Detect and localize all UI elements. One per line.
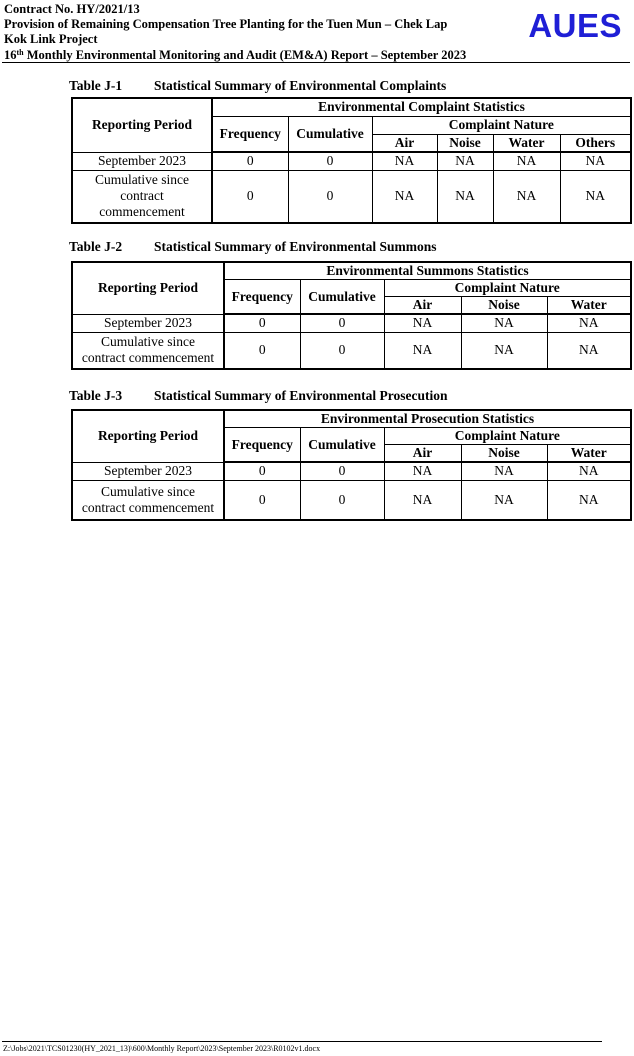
table-j3-nature-header: Complaint Nature bbox=[384, 428, 631, 445]
header-divider bbox=[2, 62, 630, 63]
table-j3-row1-air: NA bbox=[384, 462, 461, 480]
table-j2-col-water: Water bbox=[547, 297, 631, 315]
table-j3-number: Table J-3 bbox=[69, 388, 123, 403]
table-j2-col-air: Air bbox=[384, 297, 461, 315]
table-j3-frequency-header: Frequency bbox=[224, 428, 300, 463]
table-j2-row1-air: NA bbox=[384, 314, 461, 332]
table-j1-row1-frequency: 0 bbox=[212, 152, 288, 170]
table-j1-row1-period: September 2023 bbox=[72, 152, 212, 170]
table-j1-row2-air: NA bbox=[372, 170, 437, 223]
period-line: contract commencement bbox=[81, 350, 215, 366]
footer-divider bbox=[2, 1041, 602, 1042]
table-j2-title: Statistical Summary of Environmental Summons bbox=[154, 239, 437, 254]
table-row bbox=[72, 152, 631, 170]
table-j2-row1-frequency: 0 bbox=[224, 314, 300, 332]
table-j1-col-water: Water bbox=[493, 134, 560, 152]
table-j1-row1-noise: NA bbox=[437, 152, 493, 170]
table-j1-row2-period bbox=[72, 170, 212, 223]
table-j3-caption bbox=[69, 388, 448, 404]
table-row bbox=[72, 332, 631, 369]
table-j2-row1-noise: NA bbox=[461, 314, 547, 332]
table-j1-group-header: Environmental Complaint Statistics bbox=[212, 98, 631, 116]
table-j1-period-header: Reporting Period bbox=[72, 98, 212, 152]
table-j1-row2-water: NA bbox=[493, 170, 560, 223]
footer-file-path: Z:\Jobs\2021\TCS01230(HY_2021_13)\600\Monthly Report\2023\September 2023\R0102v1.docx bbox=[3, 1044, 321, 1053]
table-j3-period-header: Reporting Period bbox=[72, 410, 224, 462]
table-j2-row2-cumulative: 0 bbox=[300, 332, 384, 369]
table-j3-col-noise: Noise bbox=[461, 445, 547, 463]
table-j2-row1-cumulative: 0 bbox=[300, 314, 384, 332]
report-title-text: Monthly Environmental Monitoring and Audit (EM&A) Report – September 2023 bbox=[23, 47, 467, 62]
table-j2-caption bbox=[69, 239, 437, 255]
table-j3-row1-period: September 2023 bbox=[72, 462, 224, 480]
table-j2-group-header: Environmental Summons Statistics bbox=[224, 262, 631, 280]
report-number: 16 bbox=[4, 47, 17, 62]
table-j3-col-air: Air bbox=[384, 445, 461, 463]
table-j1-col-noise: Noise bbox=[437, 134, 493, 152]
table-j3-row2-noise: NA bbox=[461, 480, 547, 520]
table-j2-col-noise: Noise bbox=[461, 297, 547, 315]
table-row bbox=[72, 314, 631, 332]
table-j3-row2-frequency: 0 bbox=[224, 480, 300, 520]
table-j3-col-water: Water bbox=[547, 445, 631, 463]
period-line: contract bbox=[120, 188, 164, 204]
contract-number: Contract No. HY/2021/13 bbox=[4, 2, 140, 16]
table-j2-row2-frequency: 0 bbox=[224, 332, 300, 369]
table-j3-row1-cumulative: 0 bbox=[300, 462, 384, 480]
table-j3-row1-water: NA bbox=[547, 462, 631, 480]
table-j3-cumulative-header: Cumulative bbox=[300, 428, 384, 463]
report-number-suffix: th bbox=[16, 47, 24, 57]
table-j3-row2-period bbox=[72, 480, 224, 520]
table-j1 bbox=[71, 97, 632, 224]
period-line: Cumulative since bbox=[94, 172, 190, 188]
table-j2-row2-noise: NA bbox=[461, 332, 547, 369]
table-j3-title: Statistical Summary of Environmental Prosecution bbox=[154, 388, 448, 403]
project-title-line1: Provision of Remaining Compensation Tree Planting for the Tuen Mun – Chek Lap bbox=[4, 17, 448, 32]
period-line: contract commencement bbox=[81, 499, 215, 515]
table-j1-col-others: Others bbox=[560, 134, 631, 152]
table-j3-row1-noise: NA bbox=[461, 462, 547, 480]
table-j2-row2-air: NA bbox=[384, 332, 461, 369]
table-j1-caption bbox=[69, 78, 446, 94]
table-j3-row2-cumulative: 0 bbox=[300, 480, 384, 520]
report-title bbox=[4, 48, 630, 63]
table-j2-row1-water: NA bbox=[547, 314, 631, 332]
table-row bbox=[72, 462, 631, 480]
table-j3-row2-air: NA bbox=[384, 480, 461, 520]
table-j1-title: Statistical Summary of Environmental Complaints bbox=[154, 78, 447, 93]
table-j1-number: Table J-1 bbox=[69, 78, 123, 93]
table-j1-row1-others: NA bbox=[560, 152, 631, 170]
table-j1-row1-water: NA bbox=[493, 152, 560, 170]
table-j2-row1-period: September 2023 bbox=[72, 314, 224, 332]
table-j2-nature-header: Complaint Nature bbox=[384, 280, 631, 297]
table-j1-row1-cumulative: 0 bbox=[288, 152, 372, 170]
table-j2 bbox=[71, 261, 632, 370]
table-j1-row2-frequency: 0 bbox=[212, 170, 288, 223]
table-j1-nature-header: Complaint Nature bbox=[372, 116, 631, 134]
table-row bbox=[72, 170, 631, 223]
aues-logo: AUES bbox=[528, 7, 622, 44]
period-line: Cumulative since bbox=[100, 483, 196, 499]
table-j1-row2-noise: NA bbox=[437, 170, 493, 223]
period-line: commencement bbox=[99, 204, 185, 220]
table-j1-col-air: Air bbox=[372, 134, 437, 152]
table-j1-frequency-header: Frequency bbox=[212, 116, 288, 152]
table-j1-row2-cumulative: 0 bbox=[288, 170, 372, 223]
table-j2-period-header: Reporting Period bbox=[72, 262, 224, 314]
table-j1-row2-others: NA bbox=[560, 170, 631, 223]
period-line: Cumulative since bbox=[100, 334, 196, 350]
table-j3-row1-frequency: 0 bbox=[224, 462, 300, 480]
table-j2-cumulative-header: Cumulative bbox=[300, 280, 384, 315]
table-j2-number: Table J-2 bbox=[69, 239, 123, 254]
table-j2-frequency-header: Frequency bbox=[224, 280, 300, 315]
table-j3 bbox=[71, 409, 632, 521]
table-j1-cumulative-header: Cumulative bbox=[288, 116, 372, 152]
table-j1-row1-air: NA bbox=[372, 152, 437, 170]
table-row bbox=[72, 480, 631, 520]
table-j2-row2-period bbox=[72, 332, 224, 369]
table-j3-row2-water: NA bbox=[547, 480, 631, 520]
project-title-line2: Kok Link Project bbox=[4, 32, 98, 47]
table-j2-row2-water: NA bbox=[547, 332, 631, 369]
table-j3-group-header: Environmental Prosecution Statistics bbox=[224, 410, 631, 428]
